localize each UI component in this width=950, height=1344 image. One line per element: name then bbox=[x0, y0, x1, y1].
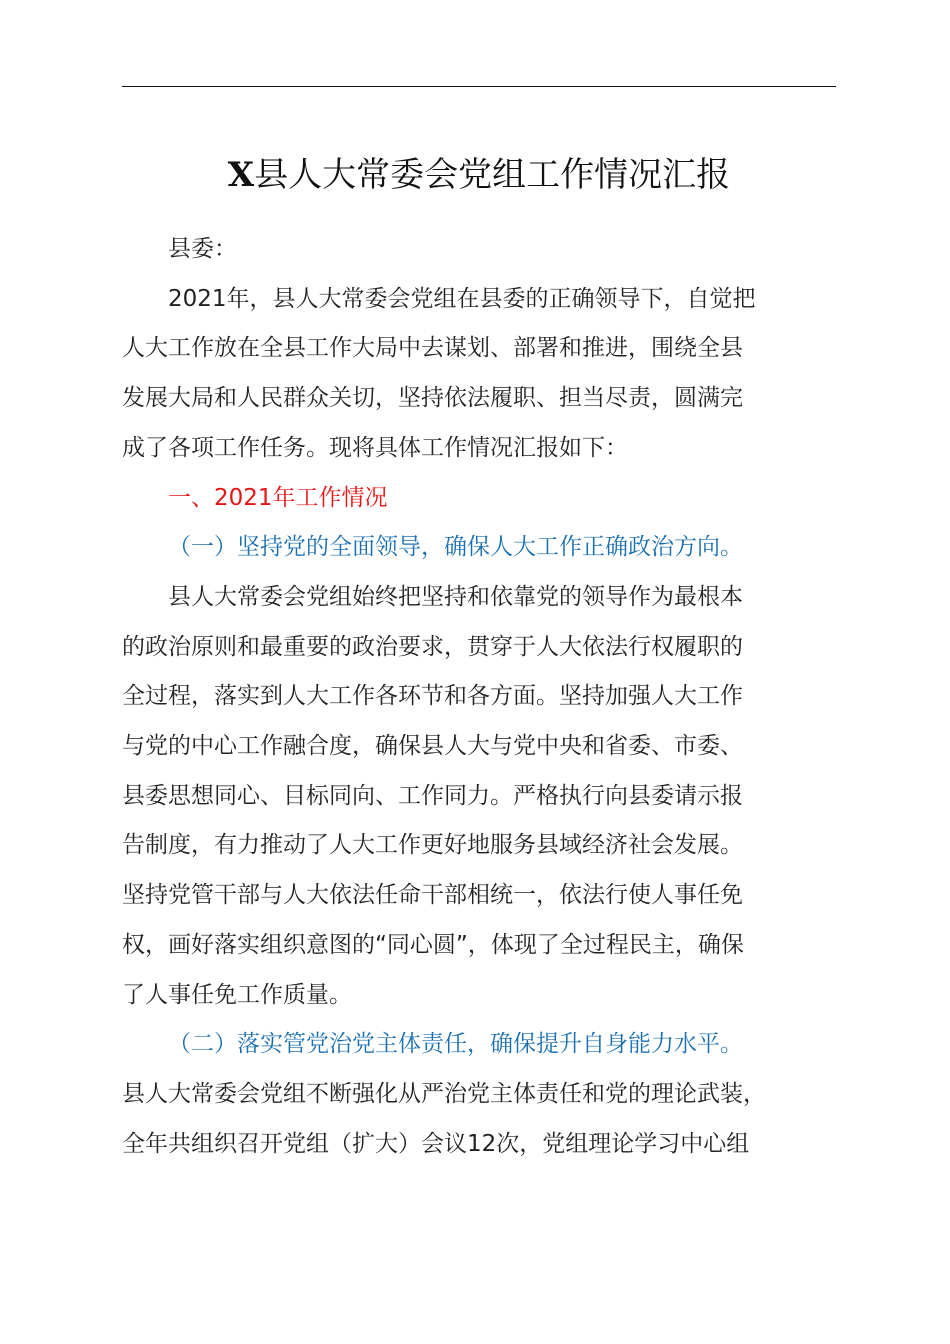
subsection-heading: （二）落实管党治党主体责任，确保提升自身能力水平。 bbox=[168, 1031, 743, 1058]
text-line: 发展大局和人民群众关切，坚持依法履职、担当尽责，圆满完 bbox=[122, 385, 743, 412]
text-line: 坚持党管干部与人大依法任命干部相统一，依法行使人事任免 bbox=[122, 882, 743, 909]
document-title bbox=[122, 150, 836, 200]
text-line: 成了各项工作任务。现将具体工作情况汇报如下： bbox=[122, 434, 628, 461]
subsection-1-paragraph bbox=[122, 573, 836, 1020]
text-line: 告制度，有力推动了人大工作更好地服务县域经济社会发展。 bbox=[122, 832, 743, 859]
header-rule bbox=[122, 86, 836, 87]
text-line: 2021年，县人大常委会党组在县委的正确领导下，自觉把 bbox=[168, 285, 756, 312]
subsection-heading: （一）坚持党的全面领导，确保人大工作正确政治方向。 bbox=[168, 534, 743, 561]
section-heading: 一、2021年工作情况 bbox=[168, 484, 388, 511]
text-line: 了人事任免工作质量。 bbox=[122, 981, 352, 1008]
text-line: 与党的中心工作融合度，确保县人大与党中央和省委、市委、 bbox=[122, 733, 743, 760]
document-body bbox=[122, 225, 836, 1169]
title-prefix: X bbox=[227, 155, 255, 195]
intro-paragraph bbox=[122, 275, 836, 474]
subsection-2-paragraph bbox=[122, 1070, 836, 1169]
text-line: 全过程，落实到人大工作各环节和各方面。坚持加强人大工作 bbox=[122, 683, 743, 710]
text-line: 的政治原则和最重要的政治要求，贯穿于人大依法行权履职的 bbox=[122, 633, 743, 660]
title-main: 县人大常委会党组工作情况汇报 bbox=[254, 155, 731, 195]
text-line: 人大工作放在全县工作大局中去谋划、部署和推进，围绕全县 bbox=[122, 335, 743, 362]
text-line: 县人大常委会党组始终把坚持和依靠党的领导作为最根本 bbox=[168, 583, 743, 610]
text-line: 权，画好落实组织意图的“同心圆”，体现了全过程民主，确保 bbox=[122, 931, 744, 958]
salutation: 县委： bbox=[168, 236, 237, 262]
text-line: 县人大常委会党组不断强化从严治党主体责任和党的理论武装， bbox=[122, 1080, 766, 1107]
text-line: 县委思想同心、目标同向、工作同力。严格执行向县委请示报 bbox=[122, 782, 743, 809]
text-line: 全年共组织召开党组（扩大）会议12次，党组理论学习中心组 bbox=[122, 1130, 750, 1157]
